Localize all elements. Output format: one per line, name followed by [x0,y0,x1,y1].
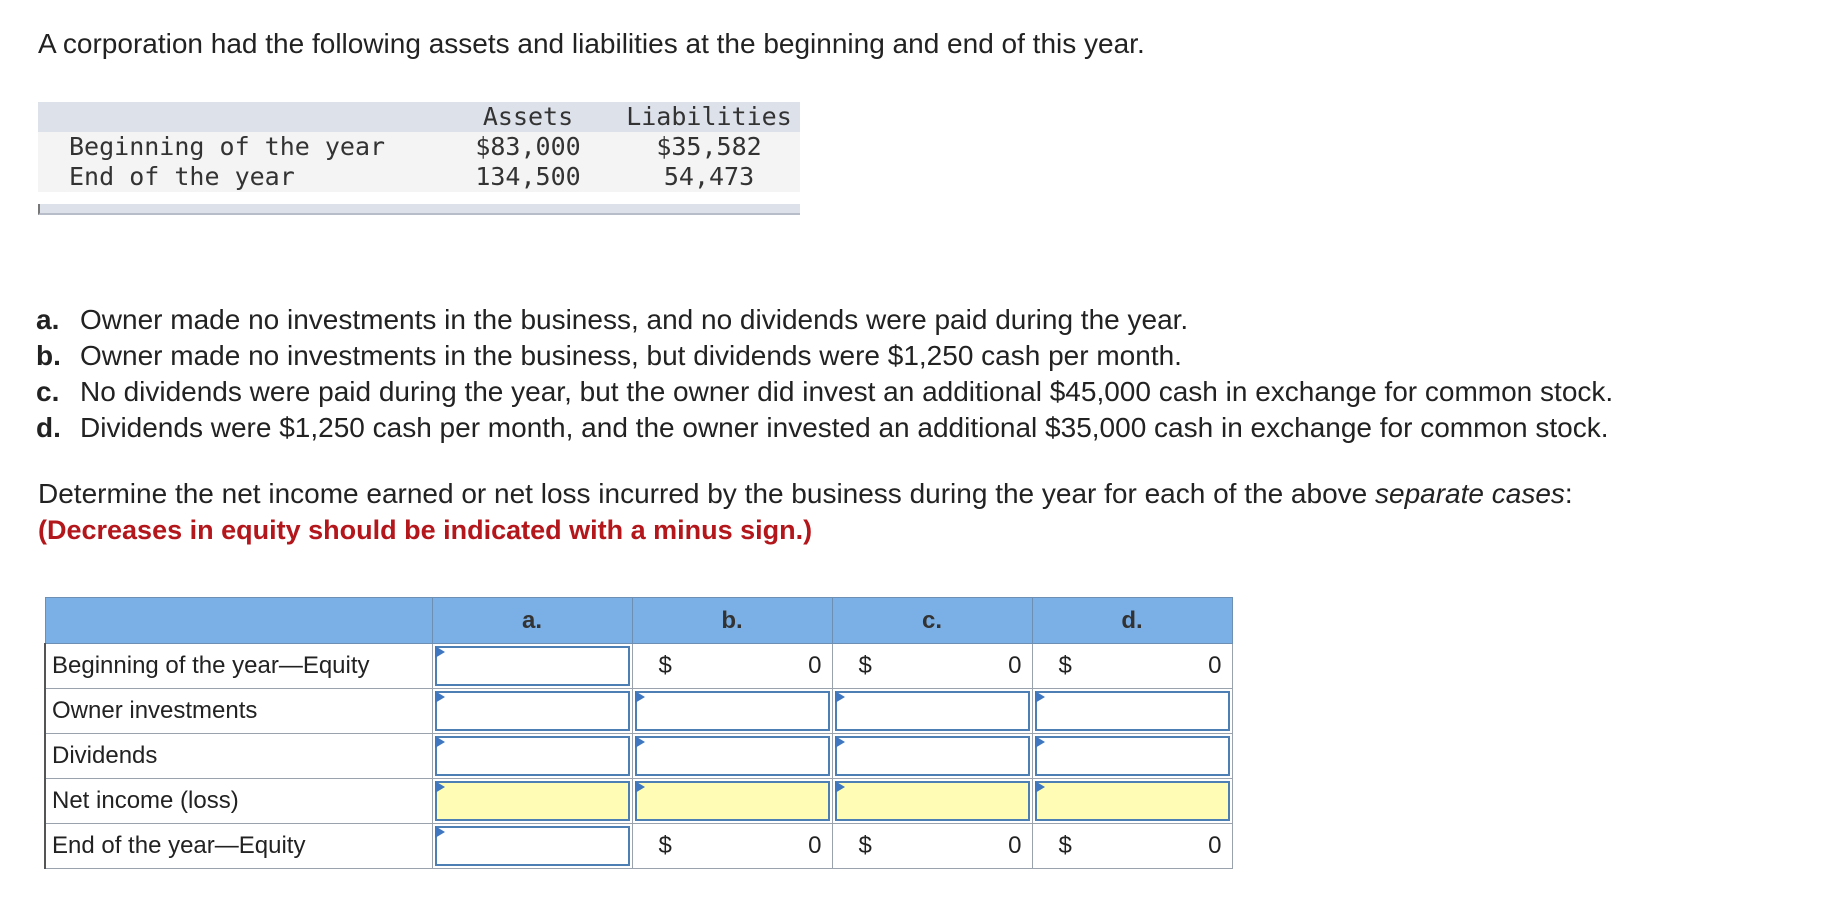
instruction-note: (Decreases in equity should be indicated with a minus sign.) [38,515,813,545]
input-a-end-equity[interactable] [435,826,630,866]
grid-header-row [45,598,1232,644]
given-row-end [38,162,800,192]
computed-value: 0 [1208,832,1222,859]
case-letter: a. [36,304,60,335]
case-item [36,374,1613,410]
cell-c-end-equity [832,824,1032,869]
intro-text: A corporation had the following assets and liabilities at the beginning and end of this year. [38,28,1145,59]
input-marker-icon [435,781,445,793]
answer-grid [44,597,1233,869]
input-marker-icon [635,736,645,748]
dollar-sign: $ [1058,832,1072,859]
question-prompt [38,476,1573,512]
given-row-liabilities: 54,473 [663,162,755,191]
input-marker-icon [635,691,645,703]
case-text: Owner made no investments in the business, and no dividends were paid during the year. [80,304,1189,335]
input-marker-icon [435,691,445,703]
case-letter: b. [36,340,61,371]
cell-a-dividends [432,734,632,779]
given-header-empty [38,102,438,132]
cell-b-beginning-equity [632,644,832,689]
column-header-b: b. [632,598,832,644]
computed-value: 0 [1008,832,1022,859]
given-header-assets: Assets [482,102,574,131]
computed-value: 0 [808,832,822,859]
prompt-emphasis: separate cases [1375,478,1565,509]
cell-b-end-equity [632,824,832,869]
input-marker-icon [1035,781,1045,793]
case-item [36,302,1613,338]
input-b-owner-investments[interactable] [635,691,830,731]
case-item [36,338,1613,374]
input-marker-icon [835,691,845,703]
given-row-liabilities: $35,582 [656,132,762,161]
input-c-dividends[interactable] [835,736,1030,776]
column-header-d: d. [1032,598,1232,644]
computed-value: 0 [1208,652,1222,679]
dollar-sign: $ [858,832,872,859]
cell-b-owner-investments [632,689,832,734]
input-a-dividends[interactable] [435,736,630,776]
row-label-net-income: Net income (loss) [45,779,432,824]
dollar-sign: $ [658,832,672,859]
given-row-assets: $83,000 [475,132,581,161]
given-header-row [38,102,800,132]
column-header-a: a. [432,598,632,644]
case-text: No dividends were paid during the year, but the owner did invest an additional $45,000 cash in exchange for common stock. [80,376,1614,407]
case-list [36,302,1613,446]
dollar-sign: $ [858,652,872,679]
case-letter: d. [36,412,61,443]
given-row-label: End of the year [69,162,295,191]
cell-b-net-income [632,779,832,824]
input-marker-icon [635,781,645,793]
cell-d-beginning-equity [1032,644,1232,689]
table-row [45,734,1232,779]
row-label-end-equity: End of the year—Equity [45,824,432,869]
prompt-text: Determine the net income earned or net loss incurred by the business during the year for each of the above [38,478,1375,509]
cell-c-net-income [832,779,1032,824]
input-marker-icon [835,781,845,793]
input-marker-icon [1035,736,1045,748]
cell-c-dividends [832,734,1032,779]
given-table-scrollbar [38,204,800,215]
input-b-net-income[interactable] [635,781,830,821]
cell-d-dividends [1032,734,1232,779]
input-c-owner-investments[interactable] [835,691,1030,731]
input-b-dividends[interactable] [635,736,830,776]
given-row-label: Beginning of the year [69,132,386,161]
table-row [45,824,1232,869]
dollar-sign: $ [658,652,672,679]
input-d-owner-investments[interactable] [1035,691,1230,731]
prompt-colon: : [1564,478,1573,509]
cell-a-net-income [432,779,632,824]
input-a-owner-investments[interactable] [435,691,630,731]
table-row [45,644,1232,689]
given-row-beginning [38,132,800,162]
column-header-c: c. [832,598,1032,644]
cell-a-beginning-equity [432,644,632,689]
input-a-beginning-equity[interactable] [435,646,630,686]
input-marker-icon [435,736,445,748]
row-label-owner-investments: Owner investments [45,689,432,734]
cell-c-owner-investments [832,689,1032,734]
grid-header-blank [45,598,432,644]
cell-d-net-income [1032,779,1232,824]
cell-c-beginning-equity [832,644,1032,689]
input-marker-icon [435,646,445,658]
input-marker-icon [1035,691,1045,703]
table-row [45,689,1232,734]
case-text: Dividends were $1,250 cash per month, and the owner invested an additional $35,000 cash in exchange for common stock. [80,412,1609,443]
cell-a-end-equity [432,824,632,869]
input-c-net-income[interactable] [835,781,1030,821]
dollar-sign: $ [1058,652,1072,679]
input-marker-icon [835,736,845,748]
case-letter: c. [36,376,60,407]
given-data-table [38,102,800,215]
cell-d-end-equity [1032,824,1232,869]
row-label-dividends: Dividends [45,734,432,779]
cell-d-owner-investments [1032,689,1232,734]
given-header-liabilities: Liabilities [626,102,792,131]
row-label-beginning-equity: Beginning of the year—Equity [45,644,432,689]
computed-value: 0 [808,652,822,679]
input-a-net-income[interactable] [435,781,630,821]
table-row [45,779,1232,824]
case-text: Owner made no investments in the business, but dividends were $1,250 cash per month. [80,340,1182,371]
case-item [36,410,1613,446]
given-row-assets: 134,500 [475,162,581,191]
cell-a-owner-investments [432,689,632,734]
input-d-net-income[interactable] [1035,781,1230,821]
input-marker-icon [435,826,445,838]
computed-value: 0 [1008,652,1022,679]
cell-b-dividends [632,734,832,779]
input-d-dividends[interactable] [1035,736,1230,776]
